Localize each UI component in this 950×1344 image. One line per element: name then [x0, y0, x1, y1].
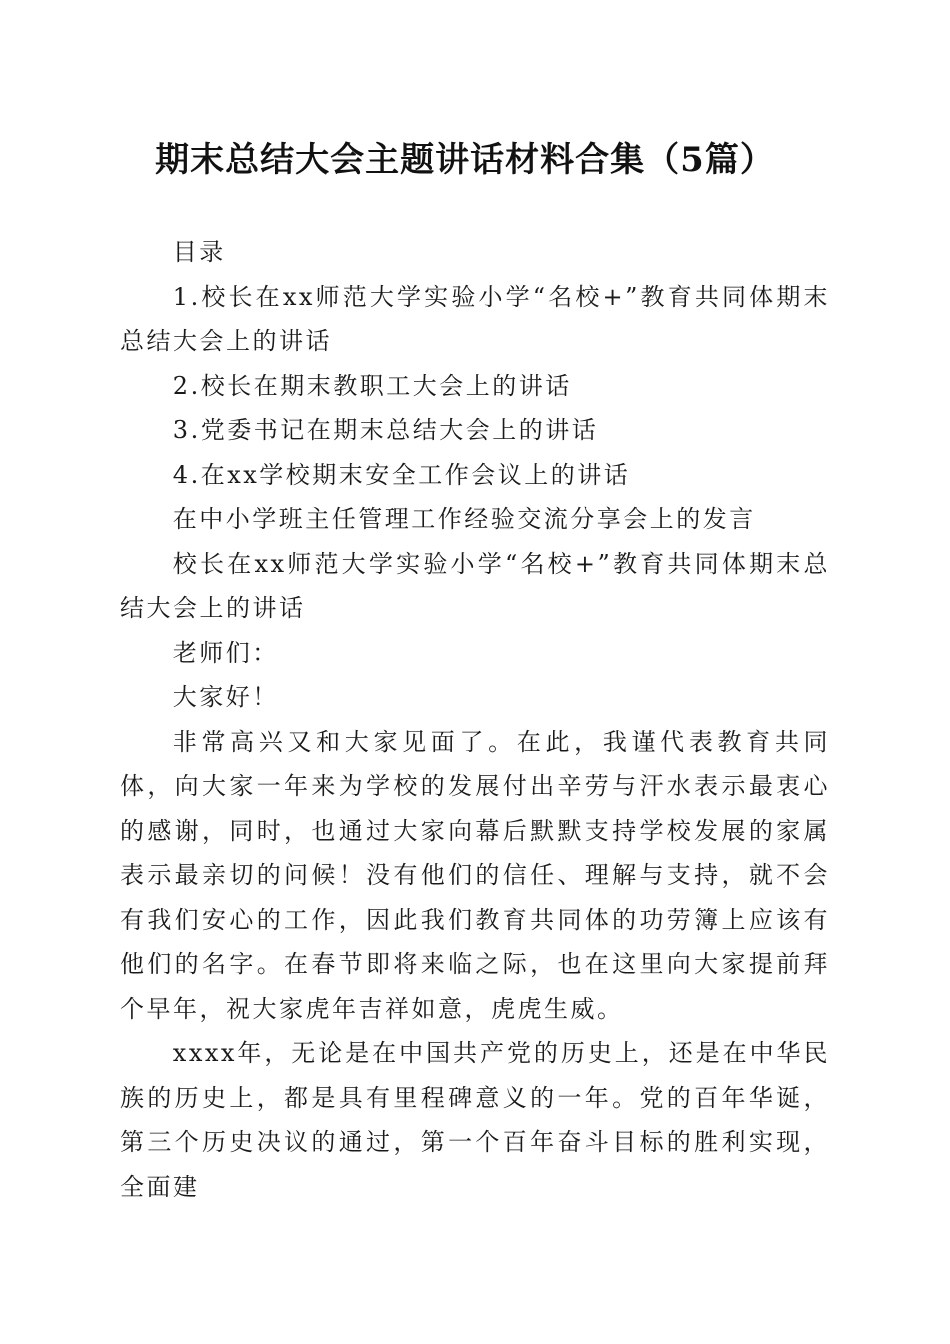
section-title: 校长在xx师范大学实验小学“名校+”教育共同体期末总结大会上的讲话 — [120, 549, 830, 622]
body-paragraph: 非常高兴又和大家见面了。在此，我谨代表教育共同体，向大家一年来为学校的发展付出辛劳与汗水表示最衷心的感谢，同时，也通过大家向幕后默默支持学校发展的家属表示最亲切的问候！没有他们的信任、理解与支持，就不会有我们安心的工作，因此我们教育共同体的功劳簿上应该有他们的名字。在春节即将来临之际，也在这里向大家提前拜个早年，祝大家虎年吉祥如意，虎虎生威。 — [120, 727, 830, 1023]
document-body — [120, 230, 830, 1209]
toc-heading: 目录 — [172, 238, 226, 266]
document-title: 期末总结大会主题讲话材料合集（5篇） — [155, 140, 775, 180]
greeting: 大家好！ — [172, 683, 279, 711]
toc-item: 2.校长在期末教职工大会上的讲话 — [172, 371, 572, 400]
body-paragraph: xxxx年，无论是在中国共产党的历史上，还是在中华民族的历史上，都是具有里程碑意义的一年。党的百年华诞，第三个历史决议的通过，第一个百年奋斗目标的胜利实现，全面建 — [120, 1039, 830, 1201]
toc-item: 在中小学班主任管理工作经验交流分享会上的发言 — [172, 505, 756, 533]
toc-item: 3.党委书记在期末总结大会上的讲话 — [172, 416, 599, 444]
salutation: 老师们： — [172, 638, 279, 667]
toc-item: 4.在xx学校期末安全工作会议上的讲话 — [172, 460, 631, 489]
toc-item: 1.校长在xx师范大学实验小学“名校+”教育共同体期末总结大会上的讲话 — [120, 282, 830, 355]
